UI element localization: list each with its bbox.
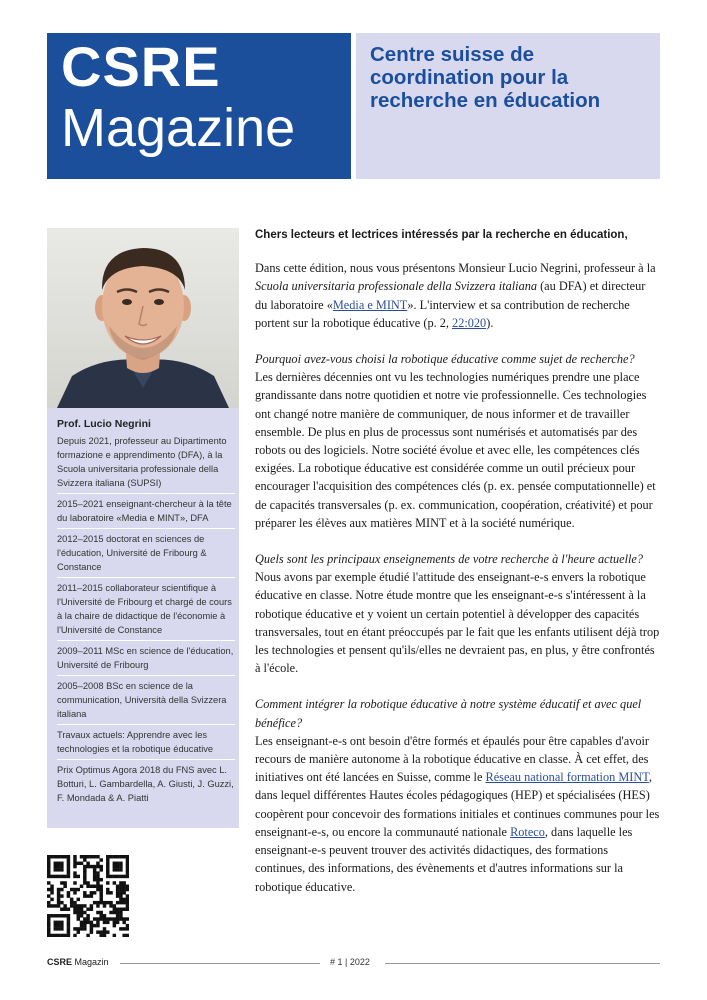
question-2: Quels sont les principaux enseignements de votre recherche à l'heure actuelle?	[255, 552, 644, 567]
footer-brand-rest: Magazin	[72, 957, 109, 967]
intro-italic: Scuola universitaria professionale della Svizzera italiana	[255, 279, 538, 294]
footer-issue: # 1 | 2022	[330, 957, 370, 967]
footer-divider	[120, 963, 320, 964]
answer-1: Les dernières décennies ont vu les technologies numériques prendre une place grandissante dans notre quotidien et notre vie professionnelle. Ces technologies ont changé notre manière de communiquer, de nous informer et de travailler ensemble. De plus en plus de processus sont numérisés et automatisés par des robots ou des logiciels. Notre société évolue et avec elle, les compétences clés exigées. La robotique éducative est considérée comme un outil précieux pour encourager l'acquisition des compétences clés (p. ex. pensée computationnelle) et de capacités transversales (p. ex. communication, coopération, créativité) et pour préparer les élèves aux matières MINT et à la société numérique.	[255, 370, 656, 530]
answer-2: Nous avons par exemple étudié l'attitude des enseignant-e-s envers la robotique éducative en classe. Notre étude montre que les enseignant-e-s s'intéressent à la robotique éducative et y voient un certain potentiel à développer des capacités transversales, tout en étant préoccupés par le fait que les enfants utilisent déjà trop les technologies et pensent qu'ils/elles ne devraient pas, en plus, y être confrontés à l'école.	[255, 570, 660, 676]
intro-text: ». L'interview et sa contribution de recherche portent sur la robotique éducative (p. 2,	[255, 297, 630, 330]
cv-list	[57, 434, 235, 811]
sidebar-profile	[47, 228, 239, 828]
portrait-photo	[47, 228, 239, 408]
answer-text: , dans laquelle les enseignant-e-s peuvent trouver des activités didactiques, des formations continues, des informations, des évènements et d'autres informations sur la robotique éducative.	[255, 824, 633, 894]
roteco-link[interactable]: Roteco	[510, 824, 545, 839]
masthead-magazine: Magazine	[61, 98, 296, 158]
footer-brand	[47, 957, 109, 967]
article-body	[255, 226, 660, 914]
question-1: Pourquoi avez-vous choisi la robotique éducative comme sujet de recherche?	[255, 352, 635, 367]
intro-text: Dans cette édition, nous vous présentons Monsieur Lucio Negrini, professeur à la	[255, 261, 656, 276]
footer-divider	[385, 963, 660, 964]
cv-entry: 2012–2015 doctorat en sciences de l'éducation, Université de Fribourg & Constance	[57, 532, 235, 578]
cv-entry: 2015–2021 enseignant-chercheur à la tête du laboratoire «Media e MINT», DFA	[57, 497, 235, 529]
media-mint-link[interactable]: Media e MINT	[332, 297, 408, 312]
masthead-logo	[47, 33, 351, 179]
profile-name: Prof. Lucio Negrini	[57, 418, 151, 430]
answer-text: , dans lequel différentes Hautes écoles pédagogiques (HEP) et spécialisées (HES) coopèrent pour concevoir des formations initiales et continues communes pour les enseignant-e-s, ou encore la communauté nationale	[255, 770, 660, 839]
qr-code-icon[interactable]	[47, 855, 129, 937]
centre-title: Centre suisse de coordination pour la recherche en éducation	[370, 43, 601, 112]
reseau-mint-link[interactable]: Réseau national formation MINT	[485, 770, 649, 785]
centre-header	[356, 33, 660, 179]
reference-link[interactable]: 22:020	[452, 315, 487, 330]
cv-entry: Prix Optimus Agora 2018 du FNS avec L. Botturi, L. Gambardella, A. Giusti, J. Guzzi, F. Mondada & A. Piatti	[57, 765, 234, 803]
cv-entry: 2011–2015 collaborateur scientifique à l'Université de Fribourg et chargé de cours à la chaire de didactique de l'économie à l'Université de Constance	[57, 581, 235, 641]
intro-text: ).	[486, 315, 494, 330]
question-3: Comment intégrer la robotique éducative à notre système éducatif et avec quel bénéfice?	[255, 697, 642, 730]
cv-entry: 2005–2008 BSc en science de la communication, Università della Svizzera italiana	[57, 679, 235, 725]
intro-paragraph	[255, 259, 660, 332]
masthead-csre: CSRE	[61, 35, 221, 98]
cv-entry: 2009–2011 MSc en science de l'éducation, Université de Fribourg	[57, 644, 235, 676]
answer-3	[255, 732, 660, 896]
footer-brand-bold: CSRE	[47, 957, 73, 967]
answer-text: Les enseignant-e-s ont besoin d'être formés et épaulés pour être capables d'avoir recours de manière autonome à la robotique éducative en classe. À cet effet, des initiatives ont été lancées en Suisse, comme le	[255, 733, 650, 785]
cv-entry: Depuis 2021, professeur au Dipartimento formazione e apprendimento (DFA), à la Scuola universitaria professionale della Svizzera italiana (SUPSI)	[57, 434, 235, 494]
greeting-heading: Chers lecteurs et lectrices intéressés par la recherche en éducation,	[255, 229, 628, 241]
cv-entry: Travaux actuels: Apprendre avec les technologies et la robotique éducative	[57, 728, 235, 760]
intro-text: (au DFA) et directeur du laboratoire «	[255, 279, 646, 312]
